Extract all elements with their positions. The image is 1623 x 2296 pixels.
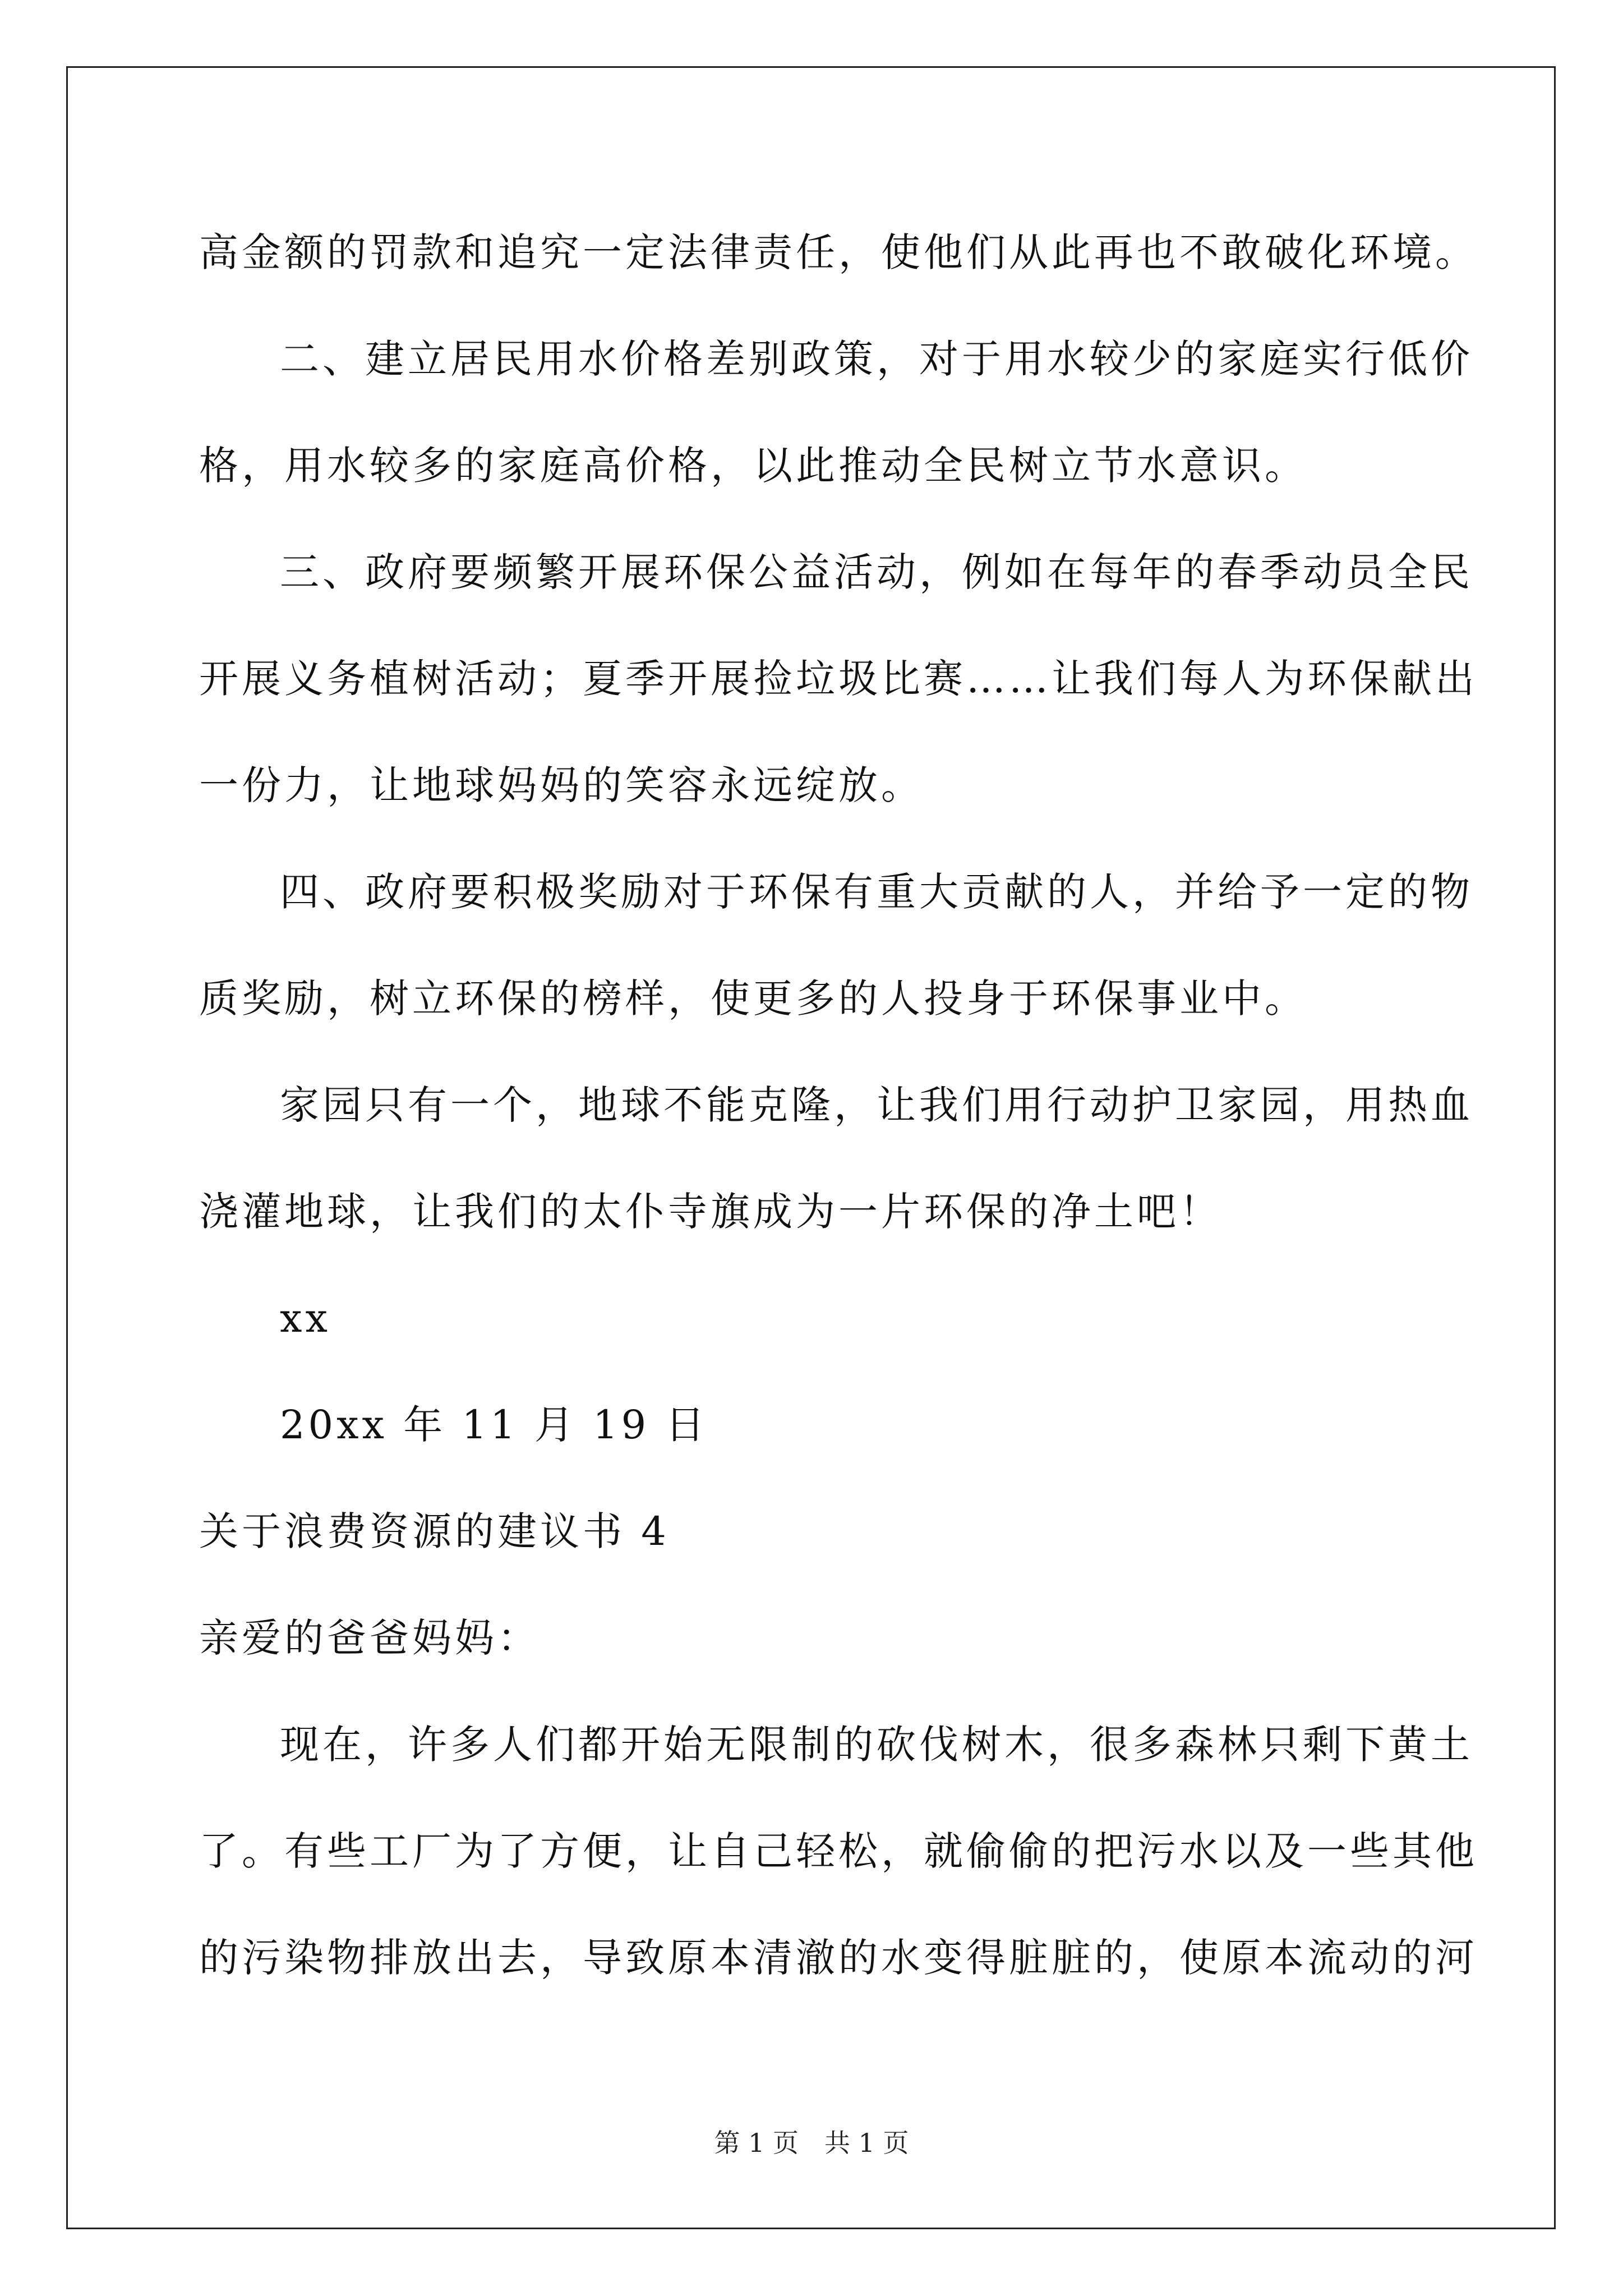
text-line-4: 三、政府要频繁开展环保公益活动，例如在每年的春季动员全民 — [280, 549, 1473, 595]
text-line-5: 开展义务植树活动；夏季开展捡垃圾比赛……让我们每人为环保献出 — [199, 656, 1478, 702]
text-line-7: 四、政府要积极奖励对于环保有重大贡献的人，并给予一定的物 — [280, 869, 1473, 915]
text-line-2: 二、建立居民用水价格差别政策，对于用水较少的家庭实行低价 — [280, 336, 1473, 382]
page-footer: 第 1 页 共 1 页 — [714, 2128, 909, 2158]
salutation: 亲爱的爸爸妈妈： — [199, 1615, 540, 1661]
text-line-16: 了。有些工厂为了方便，让自己轻松，就偷偷的把污水以及一些其他 — [199, 1828, 1478, 1874]
text-line-1: 高金额的罚款和追究一定法律责任，使他们从此再也不敢破化环境。 — [199, 229, 1478, 275]
signature-date: 20xx 年 11 月 19 日 — [280, 1402, 708, 1448]
page-border — [66, 66, 1556, 2229]
section-title: 关于浪费资源的建议书 4 — [199, 1508, 670, 1554]
text-line-15: 现在，许多人们都开始无限制的砍伐树木，很多森林只剩下黄土 — [280, 1722, 1473, 1768]
text-line-9: 家园只有一个，地球不能克隆，让我们用行动护卫家园，用热血 — [280, 1082, 1473, 1128]
text-line-17: 的污染物排放出去，导致原本清澈的水变得脏脏的，使原本流动的河 — [199, 1935, 1478, 1981]
signature-name: xx — [280, 1295, 331, 1341]
text-line-6: 一份力，让地球妈妈的笑容永远绽放。 — [199, 762, 924, 808]
text-line-10: 浇灌地球，让我们的太仆寺旗成为一片环保的净土吧！ — [199, 1189, 1222, 1235]
text-line-8: 质奖励，树立环保的榜样，使更多的人投身于环保事业中。 — [199, 976, 1307, 1022]
text-line-3: 格，用水较多的家庭高价格，以此推动全民树立节水意识。 — [199, 443, 1307, 489]
